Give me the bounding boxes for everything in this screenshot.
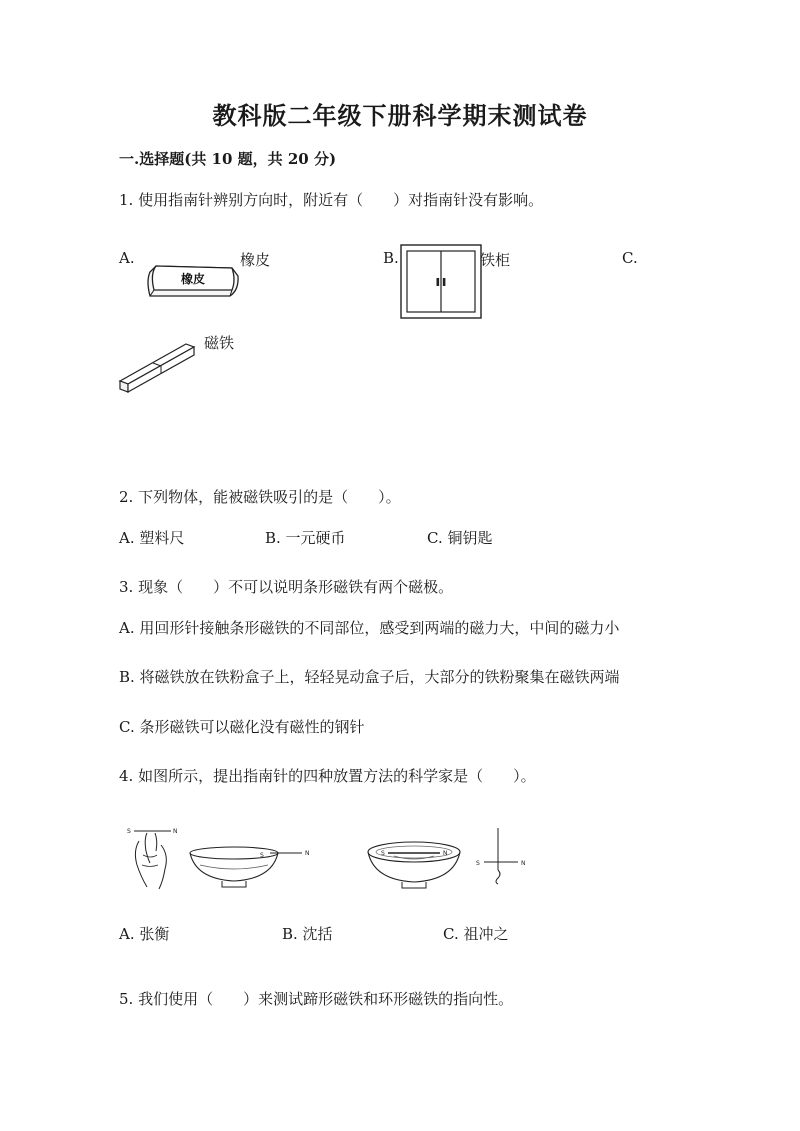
q2-option-c: C. 铜钥匙: [427, 529, 493, 547]
iron-cabinet-image: [400, 244, 482, 319]
q2-option-a: A. 塑料尺: [119, 529, 185, 547]
q3-option-c: C. 条形磁铁可以磁化没有磁性的钢针: [119, 718, 365, 736]
svg-text:S: S: [127, 828, 131, 835]
q4-option-c: C. 祖冲之: [443, 925, 509, 943]
q4-option-b: B. 沈括: [282, 925, 333, 943]
water-bowl-compass-figure: [364, 838, 464, 892]
svg-text:N: N: [443, 850, 448, 857]
svg-text:S: S: [476, 860, 480, 867]
svg-text:N: N: [305, 850, 310, 857]
svg-text:S: S: [381, 850, 385, 857]
question-2-stem: 2. 下列物体，能被磁铁吸引的是（ ）。: [119, 488, 401, 506]
q1-option-c-text: 磁铁: [204, 334, 235, 352]
q1-option-c-letter: C.: [622, 249, 638, 267]
bar-magnet-image: [118, 338, 202, 394]
q2-option-b: B. 一元硬币: [265, 529, 346, 547]
svg-text:N: N: [173, 828, 178, 835]
q1-option-a-text: 橡皮: [240, 251, 271, 269]
hanging-needle-compass-figure: [474, 826, 532, 888]
eraser-image: [142, 262, 242, 300]
q3-option-b: B. 将磁铁放在铁粉盒子上，轻轻晃动盒子后，大部分的铁粉聚集在磁铁两端: [119, 668, 620, 686]
question-4-stem: 4. 如图所示，提出指南针的四种放置方法的科学家是（ ）。: [119, 767, 536, 785]
section-heading: 一.选择题(共 10 题，共 20 分): [119, 150, 337, 168]
bowl-rim-compass-figure: [186, 843, 314, 891]
page-title: 教科版二年级下册科学期末测试卷: [212, 101, 588, 130]
svg-text:N: N: [521, 860, 526, 867]
q1-option-b-text: 铁柜: [480, 251, 511, 269]
q4-option-a: A. 张衡: [119, 925, 170, 943]
question-5-stem: 5. 我们使用（ ）来测试蹄形磁铁和环形磁铁的指向性。: [119, 990, 514, 1008]
q3-option-a: A. 用回形针接触条形磁铁的不同部位，感受到两端的磁力大，中间的磁力小: [119, 619, 620, 637]
question-1-stem: 1. 使用指南针辨别方向时，附近有（ ）对指南针没有影响。: [119, 191, 544, 209]
fingernail-compass-figure: [125, 825, 181, 891]
q1-option-b-letter: B.: [383, 249, 399, 267]
question-3-stem: 3. 现象（ ）不可以说明条形磁铁有两个磁极。: [119, 578, 454, 596]
eraser-label: 橡皮: [180, 272, 206, 286]
svg-text:S: S: [260, 852, 264, 859]
q1-option-a-letter: A.: [119, 249, 135, 267]
